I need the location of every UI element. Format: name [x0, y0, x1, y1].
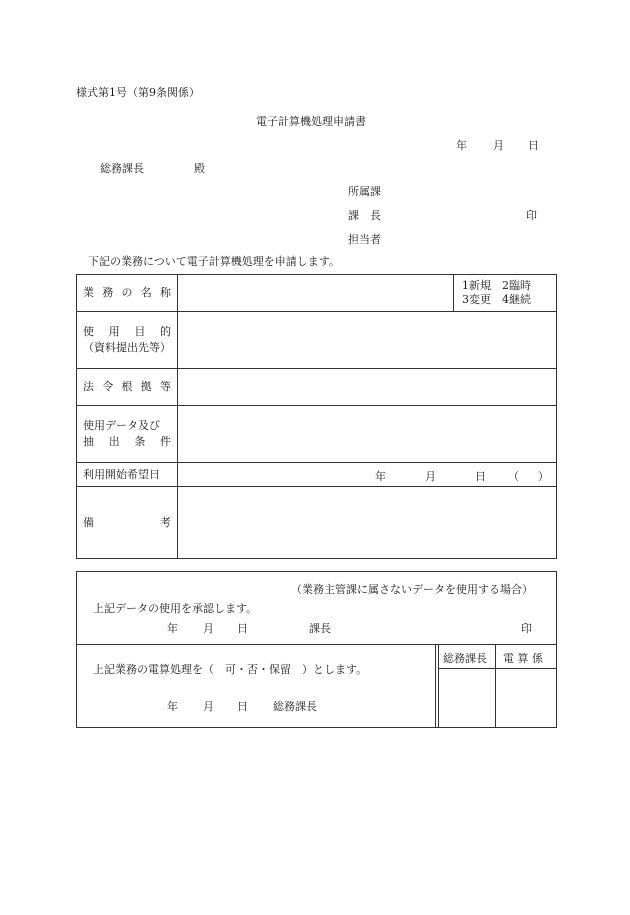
remarks-field[interactable] — [178, 487, 557, 559]
date-year: 年 — [456, 139, 467, 152]
date-month: 月 — [493, 139, 504, 152]
purpose-line2: （資料提出先等） — [83, 341, 171, 354]
approval-day: 日 — [237, 622, 248, 635]
business-name-label — [77, 275, 178, 312]
legal-basis-text: 法 令 根 拠 等 — [83, 380, 171, 393]
form-number: 様式第1号（第9条関係） — [76, 86, 200, 99]
document-title: 電子計算機処理申請書 — [256, 115, 366, 128]
type-options-line1: 1新規 2臨時 — [462, 279, 531, 292]
start-date-day: 日 — [475, 470, 486, 483]
date-day: 日 — [528, 139, 539, 152]
row-purpose — [77, 312, 557, 369]
addressee-title: 総務課長 — [100, 162, 144, 175]
chief-label: 課 長 — [348, 209, 381, 222]
type-options — [454, 275, 557, 312]
approval-text: 上記データの使用を承認します。 — [93, 602, 258, 615]
decision-text: 上記業務の電算処理を（ 可・否・保留 ）とします。 — [93, 663, 368, 676]
start-date-paren-close: ） — [538, 470, 549, 483]
addressee-honorific: 殿 — [194, 162, 205, 175]
type-options-line2: 3変更 4継続 — [462, 293, 531, 306]
stamp-box-general-affairs[interactable] — [439, 669, 495, 727]
start-date-field[interactable] — [178, 463, 557, 487]
approval-year: 年 — [167, 622, 178, 635]
purpose-label — [77, 312, 178, 369]
approval-section — [76, 571, 557, 728]
start-date-year: 年 — [375, 470, 386, 483]
decision-day: 日 — [237, 700, 248, 713]
data-line1: 使用データ及び — [83, 419, 160, 432]
seal-mark: 印 — [526, 209, 537, 222]
approval-month: 月 — [203, 622, 214, 635]
remarks-label — [77, 487, 178, 559]
intro-text: 下記の業務について電子計算機処理を申請します。 — [88, 255, 340, 268]
stamp-box-computing[interactable] — [496, 669, 556, 727]
row-business-name — [77, 275, 557, 312]
business-name-field[interactable] — [178, 275, 454, 312]
approval-note: （業務主管課に属さないデータを使用する場合） — [291, 583, 533, 596]
row-data — [77, 406, 557, 463]
application-table — [76, 274, 557, 559]
start-date-label: 利用開始希望日 — [77, 463, 178, 487]
decision-month: 月 — [203, 700, 214, 713]
decision-year: 年 — [167, 700, 178, 713]
data-field[interactable] — [178, 406, 557, 463]
purpose-line1: 使 用 目 的 — [83, 325, 171, 338]
decision-signer: 総務課長 — [273, 700, 317, 713]
stamp-header-general-affairs: 総務課長 — [443, 652, 487, 665]
start-date-paren-open: （ — [508, 470, 519, 483]
start-date-month: 月 — [425, 470, 436, 483]
stamp-header-computing: 電 算 係 — [503, 652, 543, 665]
approval-chief: 課長 — [309, 622, 331, 635]
person-label: 担当者 — [348, 233, 381, 246]
business-name-text: 業 務 の 名 称 — [83, 286, 171, 299]
data-label — [77, 406, 178, 463]
row-legal-basis — [77, 369, 557, 406]
legal-basis-label — [77, 369, 178, 406]
row-remarks — [77, 487, 557, 559]
purpose-field[interactable] — [178, 312, 557, 369]
data-line2: 抽 出 条 件 — [83, 435, 171, 448]
row-start-date — [77, 463, 557, 487]
approval-seal: 印 — [521, 622, 532, 635]
dept-label: 所属課 — [348, 185, 381, 198]
section-divider — [77, 644, 556, 645]
remarks-text: 備 考 — [83, 516, 171, 529]
legal-basis-field[interactable] — [178, 369, 557, 406]
